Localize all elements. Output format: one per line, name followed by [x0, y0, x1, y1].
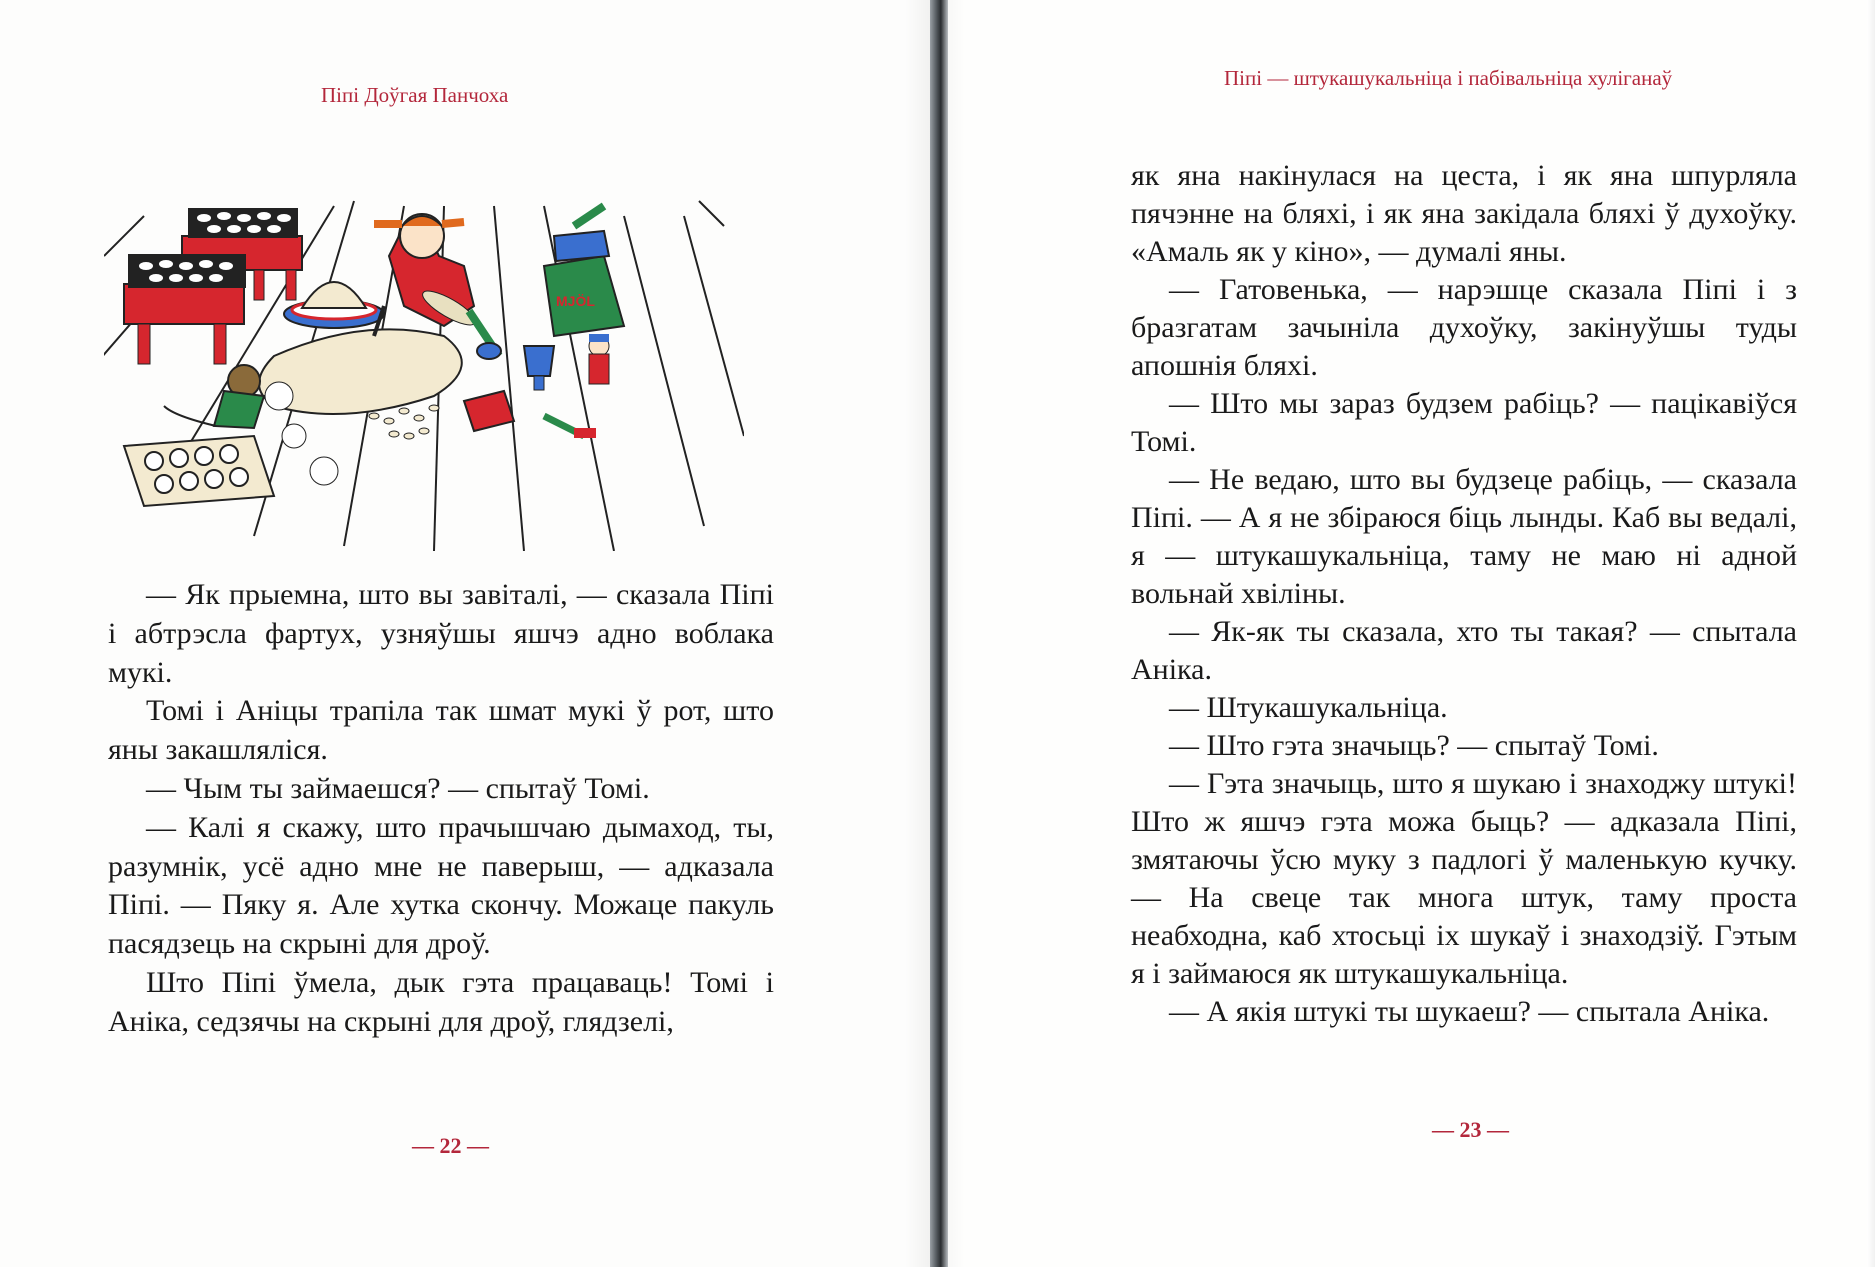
running-head-left: Піпі Доўгая Панчоха [321, 83, 509, 107]
flour-sack [544, 206, 624, 336]
paragraph: — Чым ты займаешся? — спытаў Томі. [146, 771, 650, 805]
right-page-text [1131, 157, 1797, 1031]
flour-sack-label: MJÖL [556, 293, 595, 309]
cookie-sheet [124, 436, 274, 506]
paragraph: як яна накінулася на цеста, і як яна шпурляла пячэнне на бляхі, і як яна закідала бляхі ў духоўку. «Амаль як у кіно», — думалі яны. [1131, 159, 1797, 268]
red-stool-2 [124, 254, 246, 364]
paragraph: — Штукашукальніца. [1169, 691, 1448, 724]
left-page-text [108, 576, 774, 1042]
paragraph: — Гатовенька, — нарэшце сказала Піпі і з бразгатам зачыніла духоўку, закінуўшы туды апошнія бляхі. [1131, 273, 1797, 382]
book-spine-edge [930, 0, 948, 1267]
page-number-right: — 23 — [1432, 1117, 1509, 1142]
figurine [589, 334, 609, 384]
blue-goblet [524, 346, 554, 376]
page-number-left: — 22 — [412, 1133, 489, 1158]
kitchen-baking-illustration [104, 196, 744, 551]
paragraph: — Не ведаю, што вы будзеце рабіць, — сказала Піпі. — А я не збіраюся біць лынды. Каб вы ведалі, я — штукашукальніца, таму не маю ні адной вольнай хвіліны. [1131, 463, 1797, 610]
paragraph: — А якія штукі ты шукаеш? — спытала Аніка. [1169, 995, 1770, 1028]
paragraph: — Калі я скажу, што прачышчаю дымаход, ты, разумнік, усё адно мне не паверыш, — адказала Піпі. — Пяку я. Але хутка скончу. Можаце пакуль пасядзець на скрыні для дроў. [108, 810, 774, 961]
paragraph: — Як-як ты сказала, хто ты такая? — спытала Аніка. [1131, 615, 1797, 686]
dough-bowl [284, 282, 384, 328]
paragraph: — Як прыемна, што вы завіталі, — сказала Піпі і абтрэсла фартух, узняўшы яшчэ адно воблака мукі. [108, 578, 774, 689]
running-head-right: Піпі — штукашукальніца і пабівальніца хуліганаў [1224, 66, 1673, 90]
paragraph: — Гэта значыць, што я шукаю і знаходжу штукі! Што ж яшчэ гэта можа быць? — адказала Піпі, змятаючы ўсю муку з падлогі ў маленькую кучку. — На свеце так многа штук, таму проста неабходна, каб хтосьці іх шукаў і знаходзіў. Гэтым я і займаюся як штукашукальніца. [1131, 767, 1797, 990]
paragraph: Томі і Аніцы трапіла так шмат мукі ў рот, што яны закашляліся. [108, 694, 774, 767]
paragraph: — Што гэта значыць? — спытаў Томі. [1169, 729, 1659, 762]
monkey-figure [164, 365, 264, 428]
page-edge [1867, 0, 1875, 1267]
paragraph: — Што мы зараз будзем рабіць? — пацікавіўся Томі. [1131, 387, 1797, 458]
paragraph: Што Піпі ўмела, дык гэта працаваць! Томі і Аніка, седзячы на скрыні для дроў, глядзелі, [108, 965, 774, 1038]
